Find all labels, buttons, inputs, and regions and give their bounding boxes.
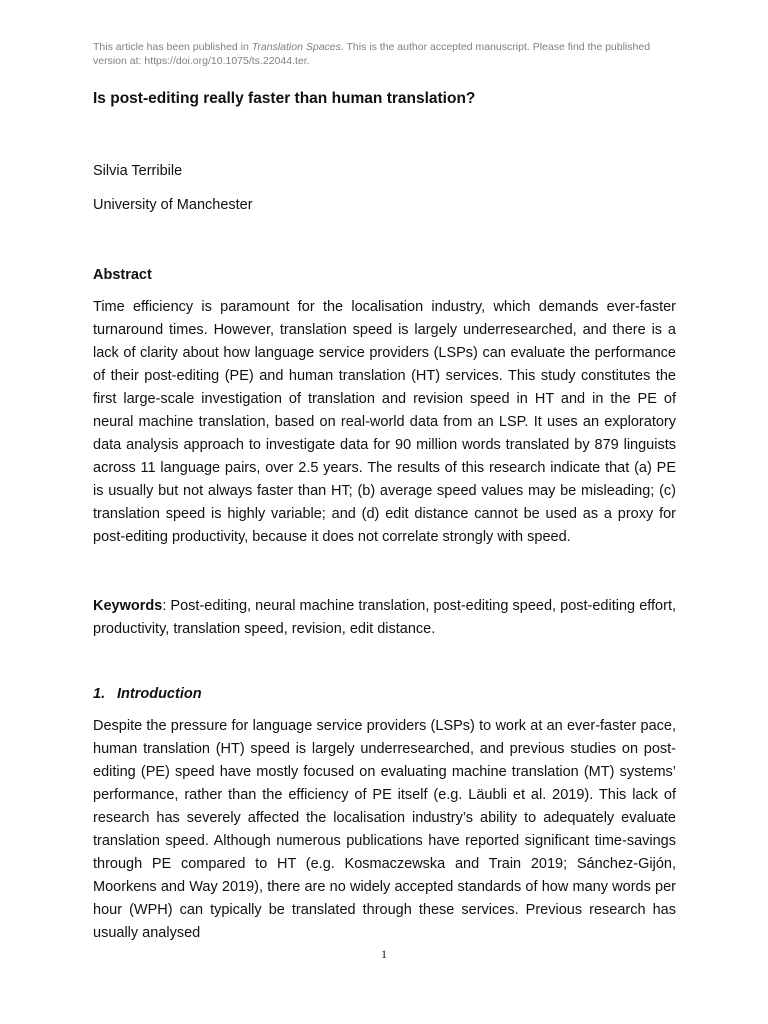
keywords-text: : Post-editing, neural machine translation, post-editing speed, post-editing effort, productivity, translation speed, revision, edit distance. — [93, 598, 676, 637]
abstract-heading: Abstract — [93, 267, 152, 283]
introduction-heading — [93, 685, 202, 703]
section-title: Introduction — [117, 686, 202, 702]
page-number: 1 — [381, 947, 387, 961]
keywords — [93, 595, 676, 641]
paper-title: Is post-editing really faster than human translation? — [93, 90, 476, 107]
publication-notice — [93, 40, 676, 68]
keywords-label: Keywords — [93, 598, 163, 614]
abstract-body: Time efficiency is paramount for the localisation industry, which demands ever-faster turnaround times. However, translation speed is largely underresearched, and there is a lack of clarity about how language service providers (LSPs) can evaluate the performance of their post-editing (PE) and human translation (HT) services. This study constitutes the first large-scale investigation of translation and revision speed in HT and in the PE of neural machine translation, based on real-world data from an LSP. It uses an exploratory data analysis approach to investigate data for 90 million words translated by 879 linguists across 11 language pairs, over 2.5 years. The results of this research indicate that (a) PE is usually but not always faster than HT; (b) average speed values may be misleading; (c) translation speed is highly variable; and (d) edit distance cannot be used as a proxy for post-editing productivity, because it does not correlate strongly with speed. — [93, 299, 676, 545]
section-number: 1. — [93, 686, 106, 702]
author-affiliation: University of Manchester — [93, 197, 253, 213]
notice-text-after: . This is the author accepted manuscript. Please find the published version at: https://doi.org/10.1075/ts.22044.ter. — [93, 41, 651, 67]
journal-name: Translation Spaces — [251, 41, 341, 53]
notice-text-before: This article has been published in — [93, 41, 252, 53]
author-name: Silvia Terribile — [93, 163, 183, 179]
introduction-body: Despite the pressure for language service providers (LSPs) to work at an ever-faster pace, human translation (HT) speed is largely underresearched, and previous studies on post-editing (PE) speed have mostly focused on evaluating machine translation (MT) systems’ performance, rather than the efficiency of PE itself (e.g. Läubli et al. 2019). This lack of research has severely affected the localisation industry’s ability to adequately evaluate translation speed. Although numerous publications have reported significant time-savings through PE compared to HT (e.g. Kosmaczewska and Train 2019; Sánchez-Gijón, Moorkens and Way 2019), there are no widely accepted standards of how many words per hour (WPH) can typically be translated through these services. Previous research has usually analysed — [93, 718, 676, 941]
